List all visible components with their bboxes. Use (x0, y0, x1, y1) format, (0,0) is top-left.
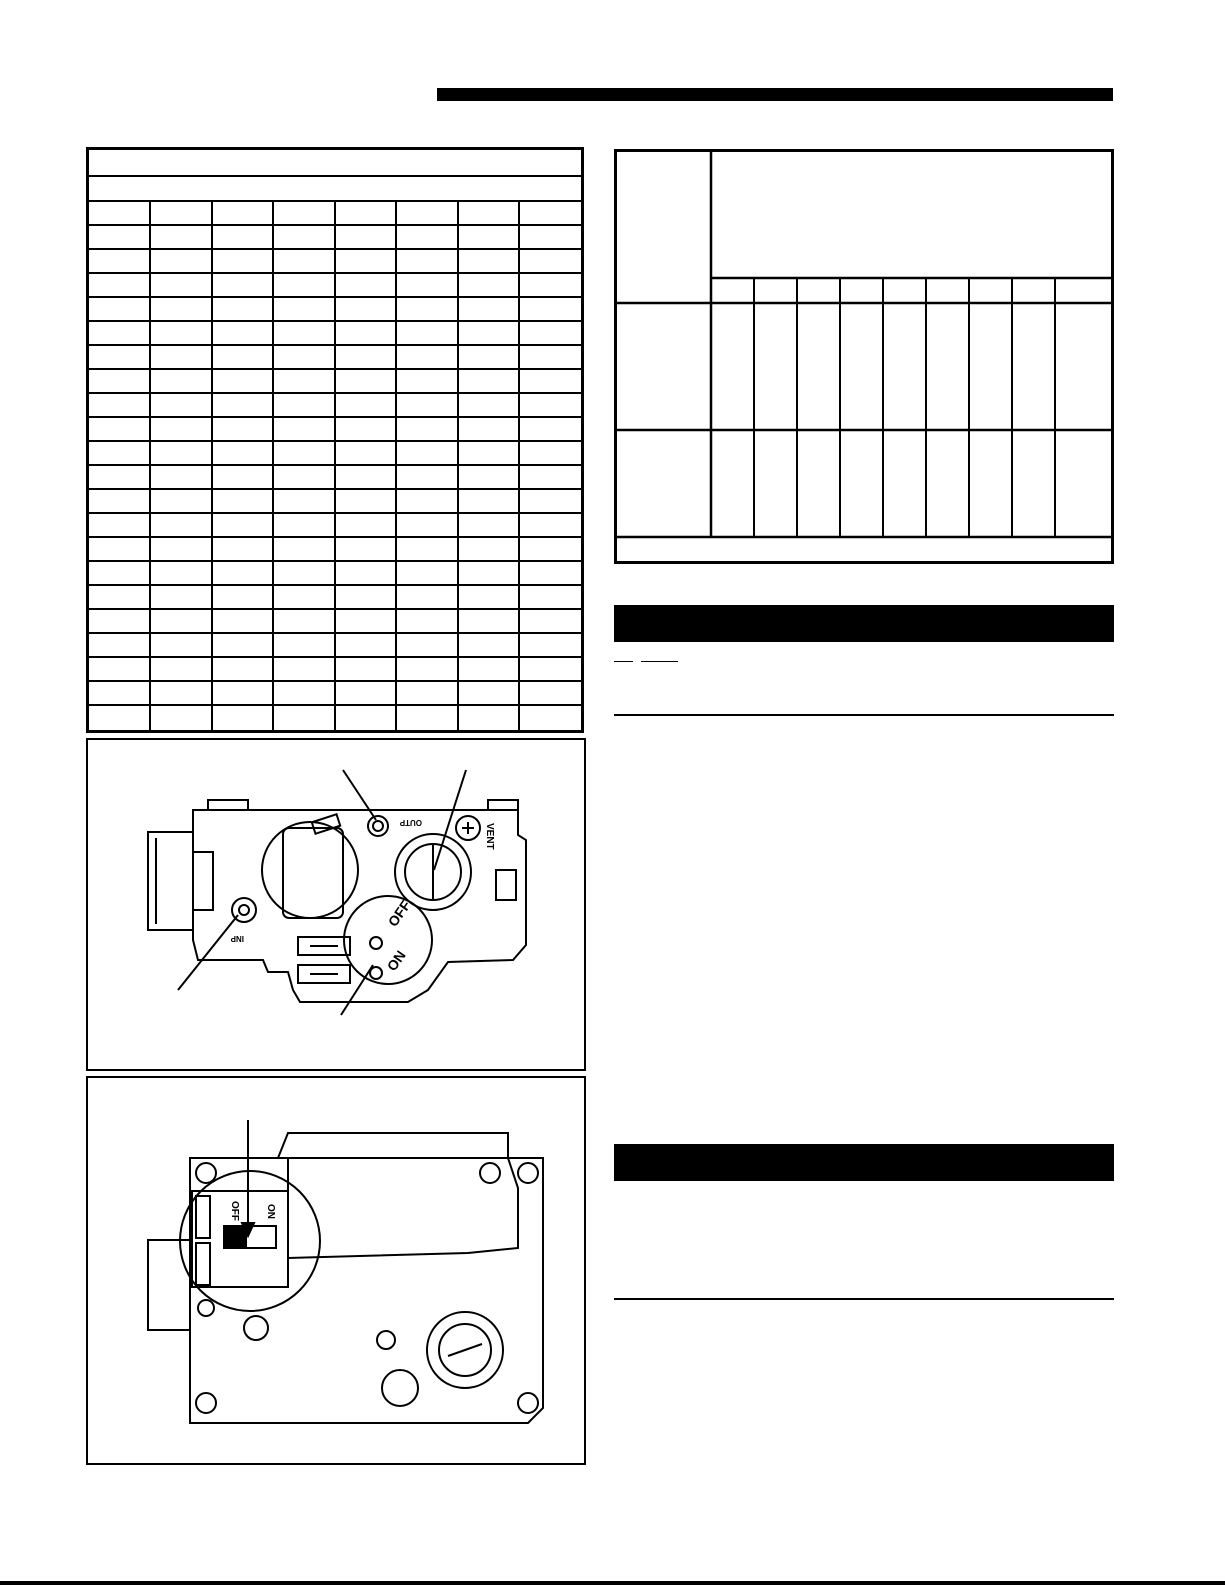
section-1-rule (614, 714, 1114, 716)
switch-on-label: ON (265, 1204, 276, 1219)
section-1-heading-band (614, 605, 1114, 642)
on-label: ON (383, 947, 409, 974)
page-bottom-rule (0, 1581, 1225, 1585)
switch-off-label: OFF (229, 1201, 240, 1221)
left-data-table (86, 147, 584, 733)
underline-mark-2 (641, 661, 678, 662)
vent-label: VENT (484, 823, 495, 850)
gas-valve-drawing (88, 740, 584, 1069)
header-bar (437, 88, 1113, 101)
left-table-grid (89, 150, 581, 730)
section-2-rule (614, 1298, 1114, 1300)
underline-mark-1 (614, 661, 633, 662)
outlet-label: OUTP (399, 818, 422, 827)
off-label: OFF (384, 897, 414, 930)
gas-valve-switch-drawing (88, 1078, 584, 1463)
right-data-table (614, 149, 1114, 564)
section-2-heading-band (614, 1144, 1114, 1181)
gas-valve-figure-2 (86, 1076, 586, 1465)
inlet-label: INP (230, 934, 244, 943)
gas-valve-figure-1 (86, 738, 586, 1071)
right-table-grid (617, 152, 1111, 561)
